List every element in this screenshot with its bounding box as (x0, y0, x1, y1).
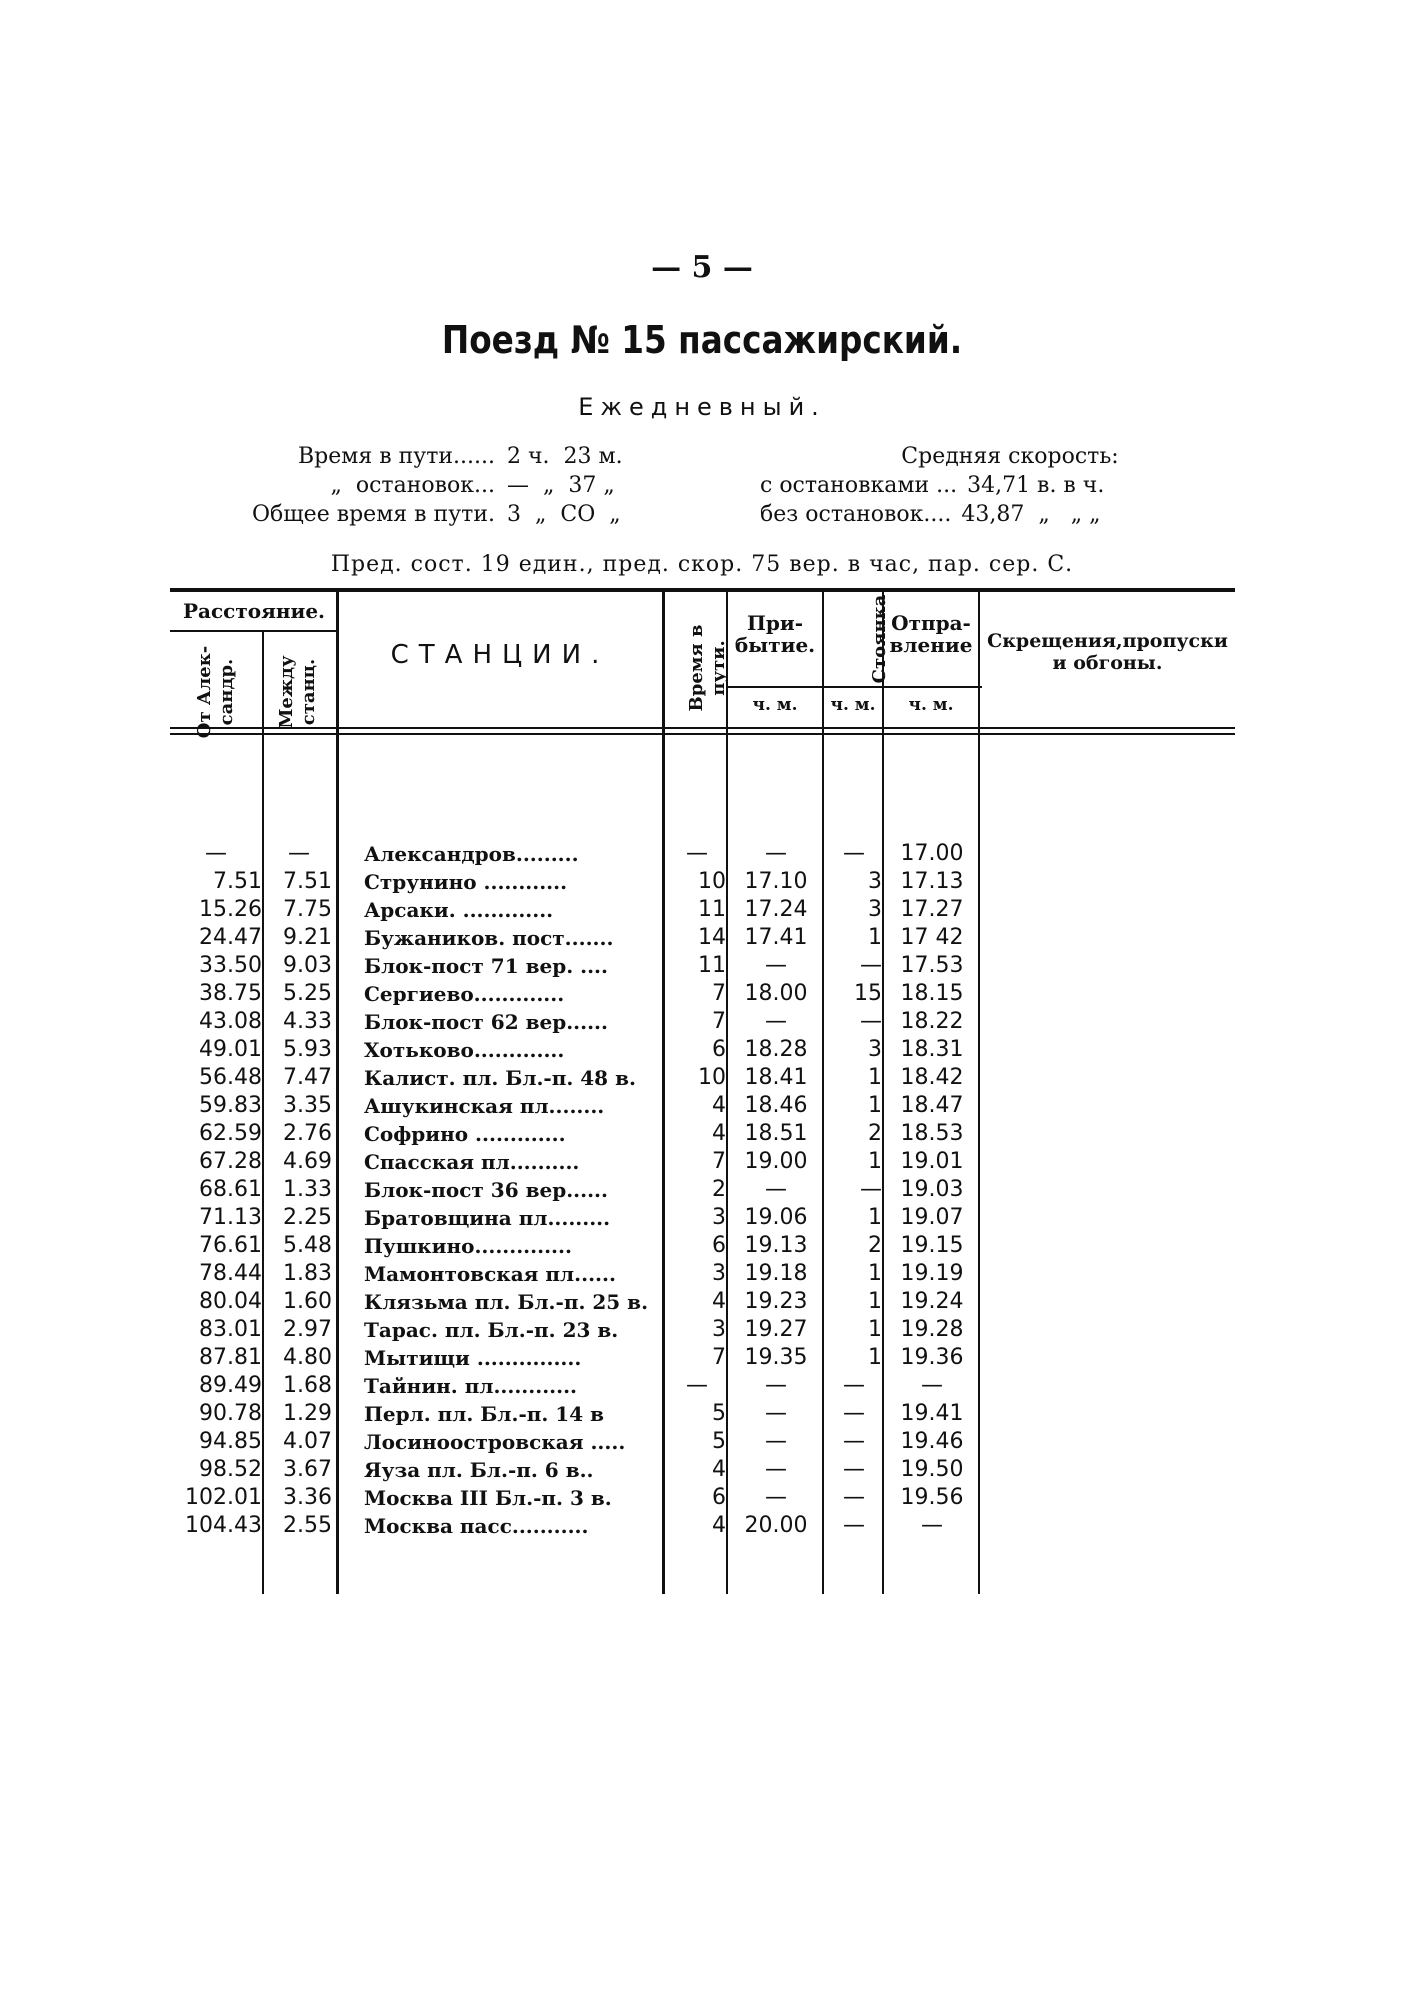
table-row (0, 952, 1404, 980)
travel-time: 6 (712, 1037, 726, 1062)
departure-time: 18.15 (900, 981, 964, 1006)
travel-time: 6 (712, 1485, 726, 1510)
stop-duration: 15 (854, 981, 882, 1006)
distance-from-start: 87.81 (199, 1345, 262, 1370)
departure-time: — (921, 1373, 943, 1398)
stop-duration: — (843, 1513, 865, 1538)
distance-between: 1.29 (283, 1401, 332, 1426)
arrival-time: 19.27 (744, 1317, 808, 1342)
arrival-time: 18.51 (744, 1121, 808, 1146)
distance-from-start: 76.61 (199, 1233, 262, 1258)
distance-between: 2.55 (283, 1513, 332, 1538)
station-name: Перл. пл. Бл.-п. 14 в (364, 1402, 604, 1426)
arrival-time: 17.24 (744, 897, 808, 922)
distance-between: 7.75 (283, 897, 332, 922)
travel-time: 11 (698, 897, 726, 922)
departure-time: 19.15 (900, 1233, 964, 1258)
table-row (0, 1232, 1404, 1260)
departure-time: 17.27 (900, 897, 964, 922)
distance-between: 7.47 (283, 1065, 332, 1090)
distance-from-start: 43.08 (199, 1009, 262, 1034)
station-name: Ашукинская пл........ (364, 1094, 605, 1118)
average-speed-summary (760, 442, 1220, 529)
departure-time: 18.47 (900, 1093, 964, 1118)
arrival-time: 18.00 (744, 981, 808, 1006)
station-name: Яуза пл. Бл.-п. 6 в.. (364, 1458, 594, 1482)
stop-duration: 1 (868, 1345, 882, 1370)
distance-between: 4.69 (283, 1149, 332, 1174)
stop-duration: 2 (868, 1233, 882, 1258)
summary-label: „ остановок... (330, 473, 495, 498)
station-name: Блок-пост 36 вер...... (364, 1178, 608, 1202)
departure-time: 18.22 (900, 1009, 964, 1034)
train-composition-line: Пред. сост. 19 един., пред. скор. 75 вер. в час, пар. сер. С. (330, 552, 1074, 577)
arrival-time: — (765, 1429, 787, 1454)
distance-between: 1.60 (283, 1289, 332, 1314)
distance-between: 3.67 (283, 1457, 332, 1482)
distance-from-start: 56.48 (199, 1065, 262, 1090)
stop-header: Стоянка (869, 594, 890, 684)
speed-row-with-stops (760, 471, 1220, 500)
stop-duration: 1 (868, 925, 882, 950)
distance-between: — (288, 841, 310, 866)
travel-time: 6 (712, 1233, 726, 1258)
station-name: Мамонтовская пл...... (364, 1262, 616, 1286)
distance-between: 3.35 (283, 1093, 332, 1118)
distance-from-start: 71.13 (199, 1205, 262, 1230)
table-row (0, 1372, 1404, 1400)
table-row (0, 1176, 1404, 1204)
departure-time: 18.31 (900, 1037, 964, 1062)
arrival-header: При-бытие. (734, 611, 816, 657)
arrival-time: 19.00 (744, 1149, 808, 1174)
table-top-rule (170, 588, 1235, 592)
station-name: Александров......... (364, 842, 579, 866)
distance-from-start: 80.04 (199, 1289, 262, 1314)
departure-time: 17.53 (900, 953, 964, 978)
stop-duration: 3 (868, 897, 882, 922)
stations-header: СТАНЦИИ. (390, 640, 610, 670)
distance-between: 4.33 (283, 1009, 332, 1034)
travel-time: 4 (712, 1093, 726, 1118)
travel-time: — (686, 1373, 708, 1398)
distance-between: 1.33 (283, 1177, 332, 1202)
distance-between: 3.36 (283, 1485, 332, 1510)
distance-from-start: 102.01 (185, 1485, 262, 1510)
station-name: Калист. пл. Бл.-п. 48 в. (364, 1066, 636, 1090)
summary-row-total (210, 500, 650, 529)
station-name: Тайнин. пл............ (364, 1374, 578, 1398)
summary-label: Время в пути...... (297, 444, 495, 469)
stop-duration: 3 (868, 869, 882, 894)
station-name: Хотьково............. (364, 1038, 565, 1062)
arrival-unit-rule (726, 686, 982, 688)
departure-time: — (921, 1513, 943, 1538)
page-number: — 5 — (651, 250, 753, 285)
station-name: Москва III Бл.-п. 3 в. (364, 1486, 612, 1510)
speed-value: 34,71 в. в ч. (967, 473, 1105, 498)
travel-time: 3 (712, 1261, 726, 1286)
table-row (0, 1064, 1404, 1092)
departure-time: 19.28 (900, 1317, 964, 1342)
stop-duration: — (843, 1457, 865, 1482)
distance-between: 2.97 (283, 1317, 332, 1342)
station-name: Арсаки. ............. (364, 898, 554, 922)
distance-from-start: 68.61 (199, 1177, 262, 1202)
stop-duration: 1 (868, 1065, 882, 1090)
arrival-time: 19.13 (744, 1233, 808, 1258)
table-row (0, 1428, 1404, 1456)
arrival-time: 20.00 (744, 1513, 808, 1538)
arrival-time: — (765, 1457, 787, 1482)
travel-time: 10 (698, 1065, 726, 1090)
departure-time: 19.46 (900, 1429, 964, 1454)
table-row (0, 1092, 1404, 1120)
travel-time: 4 (712, 1513, 726, 1538)
distance-between: 5.93 (283, 1037, 332, 1062)
stop-duration: — (843, 1401, 865, 1426)
distance-between: 1.83 (283, 1261, 332, 1286)
station-name: Братовщина пл......... (364, 1206, 611, 1230)
stop-duration: — (843, 1485, 865, 1510)
distance-header: Расстояние. (182, 599, 326, 623)
stop-duration: 1 (868, 1149, 882, 1174)
table-row (0, 1148, 1404, 1176)
average-speed-title: Средняя скорость: (901, 444, 1119, 469)
header-bottom-rule-2 (170, 733, 1235, 735)
travel-time: 5 (712, 1401, 726, 1426)
summary-value: 2 ч. 23 м. (507, 444, 623, 469)
travel-time: 7 (712, 1009, 726, 1034)
distance-between: 2.76 (283, 1121, 332, 1146)
distance-from-start: 98.52 (199, 1457, 262, 1482)
table-row (0, 1484, 1404, 1512)
table-row (0, 1400, 1404, 1428)
stop-duration: — (860, 1177, 882, 1202)
station-name: Бужаников. пост....... (364, 926, 614, 950)
arrival-time: 18.46 (744, 1093, 808, 1118)
table-row (0, 896, 1404, 924)
distance-from-start: 83.01 (199, 1317, 262, 1342)
table-row (0, 980, 1404, 1008)
distance-from-start: 62.59 (199, 1121, 262, 1146)
stop-duration: 2 (868, 1121, 882, 1146)
departure-time: 19.56 (900, 1485, 964, 1510)
table-row (0, 868, 1404, 896)
arrival-time: — (765, 1401, 787, 1426)
departure-time: 17.13 (900, 869, 964, 894)
arrival-time: 19.18 (744, 1261, 808, 1286)
arrival-time: — (765, 1009, 787, 1034)
arrival-time: — (765, 1373, 787, 1398)
stop-duration: 1 (868, 1093, 882, 1118)
distance-from-start: 59.83 (199, 1093, 262, 1118)
distance-from-start: 38.75 (199, 981, 262, 1006)
station-name: Спасская пл.......... (364, 1150, 580, 1174)
travel-time-summary (210, 442, 650, 529)
travel-time: 10 (698, 869, 726, 894)
stop-duration: 1 (868, 1317, 882, 1342)
distance-between: 2.25 (283, 1205, 332, 1230)
table-row (0, 1008, 1404, 1036)
stop-duration: — (843, 841, 865, 866)
distance-from-start: 67.28 (199, 1149, 262, 1174)
table-row (0, 1288, 1404, 1316)
summary-row-travel (210, 442, 650, 471)
departure-time: 18.53 (900, 1121, 964, 1146)
departure-time: 19.07 (900, 1205, 964, 1230)
departure-time: 17 42 (900, 925, 964, 950)
distance-from-start: 33.50 (199, 953, 262, 978)
travel-time: 4 (712, 1457, 726, 1482)
departure-time: 18.42 (900, 1065, 964, 1090)
station-name: Сергиево............. (364, 982, 565, 1006)
summary-row-stops (210, 471, 650, 500)
travel-time: 7 (712, 1149, 726, 1174)
distance-from-start: 78.44 (199, 1261, 262, 1286)
departure-time: 19.01 (900, 1149, 964, 1174)
table-row (0, 1260, 1404, 1288)
travel-time-header: Время в пути. (686, 624, 729, 712)
distance-between: 4.80 (283, 1345, 332, 1370)
station-name: Струнино ............ (364, 870, 568, 894)
page-title: Поезд № 15 пассажирский. (441, 318, 963, 362)
stop-unit: ч. м. (830, 695, 876, 715)
arrival-time: — (765, 1485, 787, 1510)
between-stations-header: Между станц. (276, 655, 319, 729)
departure-unit: ч. м. (908, 695, 954, 715)
stop-duration: — (860, 1009, 882, 1034)
summary-label: Общее время в пути. (251, 502, 495, 527)
distance-between: 5.48 (283, 1233, 332, 1258)
departure-time: 17.00 (900, 841, 964, 866)
arrival-time: 19.35 (744, 1345, 808, 1370)
distance-from-start: — (205, 841, 227, 866)
stop-duration: — (860, 953, 882, 978)
distance-between: 7.51 (283, 869, 332, 894)
table-row (0, 1512, 1404, 1540)
speed-row-without-stops (760, 500, 1220, 529)
from-alexandrov-header: От Алек-сандр. (194, 645, 237, 739)
distance-from-start: 104.43 (185, 1513, 262, 1538)
distance-between: 9.03 (283, 953, 332, 978)
distance-from-start: 7.51 (213, 869, 262, 894)
distance-between: 4.07 (283, 1429, 332, 1454)
summary-value: 3 „ СО „ (507, 502, 621, 527)
distance-subheader-rule (170, 630, 336, 632)
distance-between: 9.21 (283, 925, 332, 950)
arrival-time: — (765, 1177, 787, 1202)
travel-time: 5 (712, 1429, 726, 1454)
distance-between: 5.25 (283, 981, 332, 1006)
travel-time: 3 (712, 1205, 726, 1230)
travel-time: 14 (698, 925, 726, 950)
stop-duration: — (843, 1429, 865, 1454)
table-row (0, 924, 1404, 952)
arrival-time: 17.41 (744, 925, 808, 950)
distance-from-start: 94.85 (199, 1429, 262, 1454)
arrival-time: 19.23 (744, 1289, 808, 1314)
departure-time: 19.41 (900, 1401, 964, 1426)
speed-label: с остановками ... (760, 473, 958, 498)
arrival-time: — (765, 953, 787, 978)
table-row (0, 1456, 1404, 1484)
station-name: Софрино ............. (364, 1122, 566, 1146)
station-name: Клязьма пл. Бл.-п. 25 в. (364, 1290, 649, 1314)
speed-value: 43,87 „ „ „ (961, 502, 1101, 527)
arrival-time: — (765, 841, 787, 866)
station-name: Блок-пост 62 вер...... (364, 1010, 608, 1034)
speed-label: без остановок.... (760, 502, 952, 527)
travel-time: 7 (712, 1345, 726, 1370)
station-name: Москва пасс........... (364, 1514, 589, 1538)
travel-time: 3 (712, 1317, 726, 1342)
departure-header: Отпра-вление (889, 611, 973, 657)
distance-between: 1.68 (283, 1373, 332, 1398)
travel-time: 11 (698, 953, 726, 978)
station-name: Тарас. пл. Бл.-п. 23 в. (364, 1318, 619, 1342)
table-row (0, 1204, 1404, 1232)
stop-duration: 3 (868, 1037, 882, 1062)
station-name: Лосиноостровская ..... (364, 1430, 626, 1454)
arrival-time: 18.28 (744, 1037, 808, 1062)
travel-time: 4 (712, 1121, 726, 1146)
arrival-unit: ч. м. (752, 695, 798, 715)
departure-time: 19.36 (900, 1345, 964, 1370)
crossings-header: Скрещения,пропуски и обгоны. (987, 630, 1228, 674)
arrival-time: 19.06 (744, 1205, 808, 1230)
schedule-frequency: Ежедневный. (578, 393, 826, 421)
distance-from-start: 24.47 (199, 925, 262, 950)
station-name: Мытищи ............... (364, 1346, 582, 1370)
departure-time: 19.24 (900, 1289, 964, 1314)
departure-time: 19.50 (900, 1457, 964, 1482)
travel-time: 7 (712, 981, 726, 1006)
summary-value: — „ 37 „ (507, 473, 615, 498)
table-row (0, 840, 1404, 868)
arrival-time: 17.10 (744, 869, 808, 894)
stop-duration: 1 (868, 1289, 882, 1314)
departure-time: 19.03 (900, 1177, 964, 1202)
distance-from-start: 15.26 (199, 897, 262, 922)
stop-duration: — (843, 1373, 865, 1398)
distance-from-start: 89.49 (199, 1373, 262, 1398)
distance-from-start: 49.01 (199, 1037, 262, 1062)
table-row (0, 1344, 1404, 1372)
table-row (0, 1316, 1404, 1344)
table-row (0, 1036, 1404, 1064)
table-row (0, 1120, 1404, 1148)
arrival-time: 18.41 (744, 1065, 808, 1090)
distance-from-start: 90.78 (199, 1401, 262, 1426)
departure-time: 19.19 (900, 1261, 964, 1286)
travel-time: — (686, 841, 708, 866)
station-name: Блок-пост 71 вер. .... (364, 954, 608, 978)
travel-time: 4 (712, 1289, 726, 1314)
station-name: Пушкино.............. (364, 1234, 572, 1258)
stop-duration: 1 (868, 1205, 882, 1230)
stop-duration: 1 (868, 1261, 882, 1286)
travel-time: 2 (712, 1177, 726, 1202)
